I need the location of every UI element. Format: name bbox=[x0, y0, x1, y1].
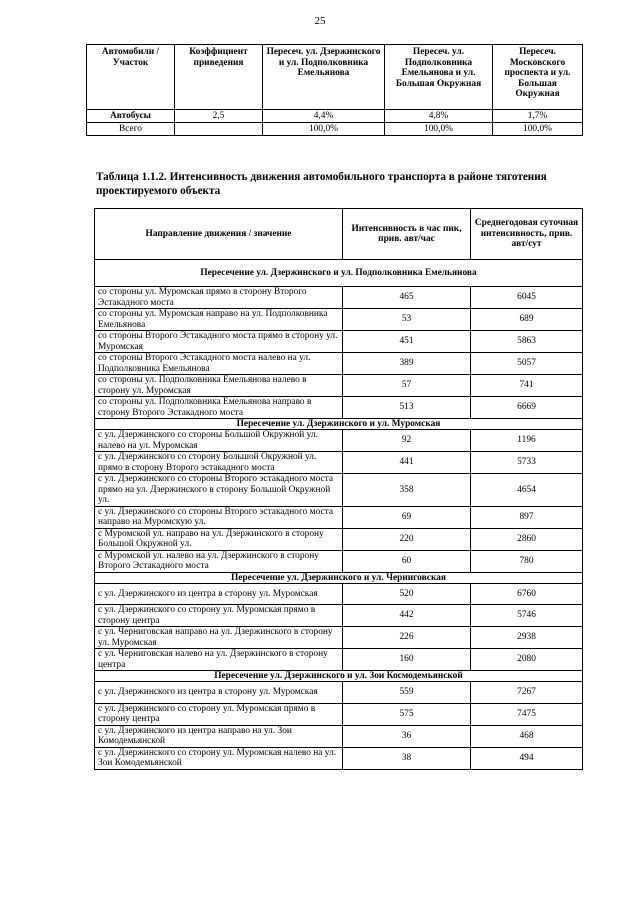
peak-cell: 69 bbox=[343, 506, 471, 528]
peak-cell: 389 bbox=[343, 353, 471, 375]
direction-cell: с Муромской ул. налево на ул. Дзержинского в сторону Второго Эстакадного моста bbox=[95, 550, 343, 572]
peak-cell: 520 bbox=[343, 583, 471, 605]
section-title: Пересечение ул. Дзержинского и ул. Муромская bbox=[95, 419, 583, 430]
direction-cell: с ул. Дзержинского со сторону ул. Муромская прямо в сторону центра bbox=[95, 703, 343, 725]
table-row bbox=[95, 353, 583, 375]
table-row bbox=[95, 375, 583, 397]
page-number: 25 bbox=[314, 15, 326, 27]
daily-cell: 5863 bbox=[471, 331, 583, 353]
direction-cell: со стороны ул. Подполковника Емельянова направо в сторону Второго Эстакадного моста bbox=[95, 397, 343, 419]
table-header-row bbox=[87, 45, 583, 110]
peak-cell: 220 bbox=[343, 528, 471, 550]
daily-cell: 468 bbox=[471, 725, 583, 747]
table-cell: 2,5 bbox=[175, 110, 263, 123]
peak-cell: 53 bbox=[343, 309, 471, 331]
direction-cell: с ул. Дзержинского со сторону ул. Муромская налево на ул. Зои Комодемьянской bbox=[95, 747, 343, 769]
daily-cell: 7475 bbox=[471, 703, 583, 725]
table-caption: Таблица 1.1.2. Интенсивность движения автомобильного транспорта в районе тяготения проектируемого объекта bbox=[96, 171, 547, 197]
daily-cell: 2080 bbox=[471, 649, 583, 671]
table-cell: 100,0% bbox=[493, 123, 583, 136]
header-peak-intensity: Интенсивность в час пик, прив. авт/час bbox=[343, 209, 471, 260]
direction-cell: с ул. Дзержинского со сторону Большой Окружной ул. прямо в сторону Второго эстакадного моста bbox=[95, 452, 343, 474]
direction-cell: с ул. Дзержинского со стороны Второго эстакадного моста направо на Муромскую ул. bbox=[95, 506, 343, 528]
direction-cell: со стороны Второго Эстакадного моста налево на ул. Подполковника Емельянова bbox=[95, 353, 343, 375]
direction-cell: со стороны ул. Муромская прямо в сторону Второго Эстакадного моста bbox=[95, 287, 343, 309]
daily-cell: 5746 bbox=[471, 605, 583, 627]
header-coefficient: Коэффициент приведения bbox=[175, 45, 263, 110]
peak-cell: 451 bbox=[343, 331, 471, 353]
daily-cell: 7267 bbox=[471, 682, 583, 704]
section-title: Пересечение ул. Дзержинского и ул. Зои Космодемьянской bbox=[95, 671, 583, 682]
daily-cell: 897 bbox=[471, 506, 583, 528]
table-cell: 4,8% bbox=[385, 110, 493, 123]
table-row bbox=[95, 474, 583, 507]
table-row bbox=[95, 287, 583, 309]
daily-cell: 6669 bbox=[471, 397, 583, 419]
table-row bbox=[95, 627, 583, 649]
table-cell: 100,0% bbox=[385, 123, 493, 136]
daily-cell: 4654 bbox=[471, 474, 583, 507]
table-row bbox=[95, 550, 583, 572]
direction-cell: с ул. Дзержинского со стороны Второго эстакадного моста прямо на ул. Дзержинского в сторону Большой Окружной ул. bbox=[95, 474, 343, 507]
table-row bbox=[95, 430, 583, 452]
daily-cell: 741 bbox=[471, 375, 583, 397]
peak-cell: 36 bbox=[343, 725, 471, 747]
header-daily-intensity: Среднегодовая суточная интенсивность, прив. авт/сут bbox=[471, 209, 583, 260]
section-row bbox=[95, 671, 583, 682]
section-row bbox=[95, 419, 583, 430]
header-direction: Направление движения / значение bbox=[95, 209, 343, 260]
direction-cell: со стороны ул. Подполковника Емельянова налево в сторону ул. Муромская bbox=[95, 375, 343, 397]
traffic-intensity-table bbox=[94, 208, 583, 770]
direction-cell: с ул. Черниговская налево на ул. Дзержинского в сторону центра bbox=[95, 649, 343, 671]
table-cell: 4,4% bbox=[263, 110, 385, 123]
daily-cell: 5057 bbox=[471, 353, 583, 375]
peak-cell: 92 bbox=[343, 430, 471, 452]
section-row bbox=[95, 260, 583, 287]
table-row bbox=[95, 331, 583, 353]
daily-cell: 1196 bbox=[471, 430, 583, 452]
table-row bbox=[95, 649, 583, 671]
section-title: Пересечение ул. Дзержинского и ул. Черниговская bbox=[95, 572, 583, 583]
table-row bbox=[95, 528, 583, 550]
table-row bbox=[95, 703, 583, 725]
header-intersection-1: Пересеч. ул. Дзержинского и ул. Подполковника Емельянова bbox=[263, 45, 385, 110]
daily-cell: 689 bbox=[471, 309, 583, 331]
table-cell: Автобусы bbox=[87, 110, 175, 123]
peak-cell: 57 bbox=[343, 375, 471, 397]
table-row bbox=[95, 725, 583, 747]
direction-cell: со стороны ул. Муромская направо на ул. Подполковника Емельянова bbox=[95, 309, 343, 331]
daily-cell: 2860 bbox=[471, 528, 583, 550]
table-row bbox=[95, 682, 583, 704]
direction-cell: со стороны Второго Эстакадного моста прямо в сторону ул. Муромская bbox=[95, 331, 343, 353]
table-cell: 1,7% bbox=[493, 110, 583, 123]
peak-cell: 38 bbox=[343, 747, 471, 769]
table-cell: 100,0% bbox=[263, 123, 385, 136]
daily-cell: 6760 bbox=[471, 583, 583, 605]
table-cell: Всего bbox=[87, 123, 175, 136]
daily-cell: 494 bbox=[471, 747, 583, 769]
direction-cell: с ул. Дзержинского со стороны Большой Окружной ул. налево на ул. Муромская bbox=[95, 430, 343, 452]
daily-cell: 2938 bbox=[471, 627, 583, 649]
table-header-row bbox=[95, 209, 583, 260]
peak-cell: 559 bbox=[343, 682, 471, 704]
section-title: Пересечение ул. Дзержинского и ул. Подполковника Емельянова bbox=[95, 260, 583, 287]
daily-cell: 6045 bbox=[471, 287, 583, 309]
peak-cell: 442 bbox=[343, 605, 471, 627]
daily-cell: 5733 bbox=[471, 452, 583, 474]
table-row bbox=[95, 583, 583, 605]
table-row bbox=[87, 123, 583, 136]
daily-cell: 780 bbox=[471, 550, 583, 572]
direction-cell: с Муромской ул. направо на ул. Дзержинского в сторону Большой Окружной ул. bbox=[95, 528, 343, 550]
peak-cell: 575 bbox=[343, 703, 471, 725]
table-row bbox=[95, 506, 583, 528]
peak-cell: 358 bbox=[343, 474, 471, 507]
section-row bbox=[95, 572, 583, 583]
peak-cell: 513 bbox=[343, 397, 471, 419]
direction-cell: с ул. Дзержинского из центра в сторону ул. Муромская bbox=[95, 583, 343, 605]
direction-cell: с ул. Дзержинского из центра направо на ул. Зои Комодемьянской bbox=[95, 725, 343, 747]
vehicle-share-table bbox=[86, 44, 583, 136]
table-row bbox=[87, 110, 583, 123]
header-intersection-3: Пересеч. Московского проспекта и ул. Большая Окружная bbox=[493, 45, 583, 110]
table-row bbox=[95, 309, 583, 331]
header-vehicles-section: Автомобили / Участок bbox=[87, 45, 175, 110]
peak-cell: 160 bbox=[343, 649, 471, 671]
peak-cell: 226 bbox=[343, 627, 471, 649]
table-row bbox=[95, 605, 583, 627]
table-row bbox=[95, 452, 583, 474]
table-row bbox=[95, 747, 583, 769]
table-row bbox=[95, 397, 583, 419]
direction-cell: с ул. Дзержинского из центра в сторону ул. Муромская bbox=[95, 682, 343, 704]
direction-cell: с ул. Дзержинского со сторону ул. Муромская прямо в сторону центра bbox=[95, 605, 343, 627]
peak-cell: 60 bbox=[343, 550, 471, 572]
direction-cell: с ул. Черниговская направо на ул. Дзержинского в сторону ул. Муромская bbox=[95, 627, 343, 649]
peak-cell: 441 bbox=[343, 452, 471, 474]
header-intersection-2: Пересеч. ул. Подполковника Емельянова и ул. Большая Окружная bbox=[385, 45, 493, 110]
peak-cell: 465 bbox=[343, 287, 471, 309]
table-cell bbox=[175, 123, 263, 136]
